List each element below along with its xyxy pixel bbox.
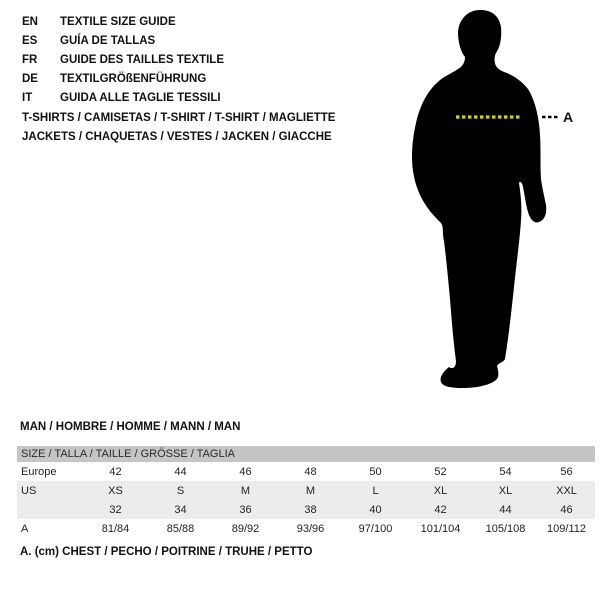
cell: XL <box>498 484 513 497</box>
language-code: IT <box>22 92 33 104</box>
cell: 105/108 <box>485 522 526 535</box>
language-code: EN <box>22 16 38 28</box>
cell: M <box>305 484 316 497</box>
cell: 42 <box>434 503 447 516</box>
section-title-man: MAN / HOMBRE / HOMME / MANN / MAN <box>20 421 241 433</box>
language-text: GUIDE DES TAILLES TEXTILE <box>60 54 224 66</box>
cell: 50 <box>369 465 382 478</box>
language-row-de <box>22 70 224 89</box>
man-silhouette-shape <box>412 10 546 388</box>
language-text: TEXTILGRÖßENFÜHRUNG <box>60 73 207 85</box>
table-row-us-letters <box>17 481 595 500</box>
measurement-label-a: A <box>563 109 574 125</box>
language-text: GUIDA ALLE TAGLIE TESSILI <box>60 92 221 104</box>
language-code: DE <box>22 73 38 85</box>
row-label: Europe <box>21 465 57 478</box>
table-row-europe <box>17 462 595 481</box>
man-silhouette-svg <box>400 5 575 395</box>
size-table-header: SIZE / TALLA / TAILLE / GRÖSSE / TAGLIA <box>17 446 595 462</box>
language-list <box>22 13 224 108</box>
table-row-us-numbers <box>17 500 595 519</box>
cell: 109/112 <box>547 522 586 535</box>
cell: 32 <box>109 503 122 516</box>
cell: 85/88 <box>166 522 195 535</box>
cell: S <box>176 484 185 497</box>
cell: 38 <box>304 503 317 516</box>
size-table-header-row <box>17 446 595 462</box>
language-row-it <box>22 89 224 108</box>
cell: 81/84 <box>101 522 130 535</box>
cell: 89/92 <box>231 522 260 535</box>
cell: 42 <box>109 465 122 478</box>
cell: 54 <box>499 465 512 478</box>
language-row-es <box>22 32 224 51</box>
cell: 34 <box>174 503 187 516</box>
cell: 93/96 <box>296 522 325 535</box>
cell: 97/100 <box>358 522 393 535</box>
table-row-chest-a <box>17 519 595 538</box>
garment-type-jackets: JACKETS / CHAQUETAS / VESTES / JACKEN / GIACCHE <box>22 130 332 143</box>
measurement-footnote: A. (cm) CHEST / PECHO / POITRINE / TRUHE / PETTO <box>20 546 313 558</box>
language-text: GUÍA DE TALLAS <box>60 35 156 47</box>
cell: L <box>372 484 379 497</box>
cell: 52 <box>434 465 447 478</box>
garment-type-tshirts: T-SHIRTS / CAMISETAS / T-SHIRT / T-SHIRT / MAGLIETTE <box>22 112 336 124</box>
row-label: US <box>21 484 37 497</box>
cell: XS <box>108 484 123 497</box>
language-code: FR <box>22 54 38 66</box>
row-label <box>17 500 83 519</box>
man-silhouette-figure <box>400 5 575 395</box>
cell: 44 <box>174 465 187 478</box>
cell: XXL <box>556 484 577 497</box>
cell: 48 <box>304 465 317 478</box>
size-table <box>17 446 595 538</box>
language-row-en <box>22 13 224 32</box>
cell: 46 <box>560 503 573 516</box>
cell: 44 <box>499 503 512 516</box>
cell: 56 <box>560 465 573 478</box>
language-code: ES <box>22 35 38 47</box>
cell: 101/104 <box>420 522 461 535</box>
cell: 36 <box>239 503 252 516</box>
cell: 40 <box>369 503 382 516</box>
language-text: TEXTILE SIZE GUIDE <box>60 16 176 28</box>
cell: 46 <box>239 465 252 478</box>
row-label: A <box>21 522 29 535</box>
cell: XL <box>433 484 448 497</box>
language-row-fr <box>22 51 224 70</box>
cell: M <box>240 484 251 497</box>
garment-type-list <box>22 109 335 146</box>
